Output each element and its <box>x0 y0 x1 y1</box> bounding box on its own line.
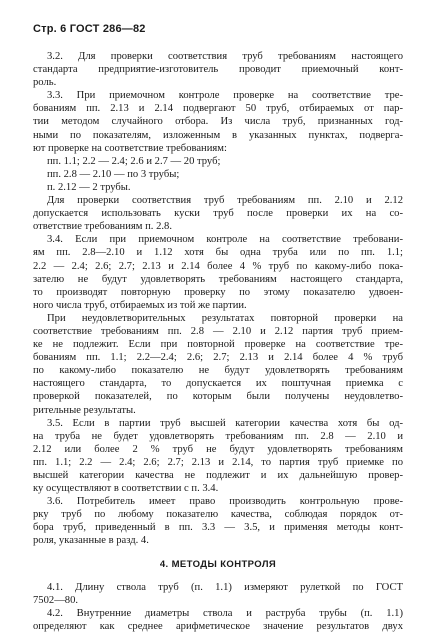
text-line: ными по показателям, изложенным в указанных пунктах, подверга- <box>33 129 403 141</box>
text-line: по какому-либо показателю не будут удовлетворять требованиям <box>33 365 403 377</box>
text-line: зателю не будут удовлетворять требованиям настоящего стандарта, <box>33 273 403 285</box>
document-body <box>33 50 403 633</box>
text-line: пп. 1.1; 2.2 — 2.4; 2.6; 2.7; 2.13 и 2.14, то партия труб приемке по <box>33 456 403 468</box>
spacer <box>33 548 403 558</box>
spacer <box>33 571 403 581</box>
text-line: роля, указанные в разд. 4. <box>33 535 149 547</box>
text-line: определяют как среднее арифметическое значение результатов двух <box>33 620 403 632</box>
text-line: 3.6. Потребитель имеет право производить контрольную прове- <box>47 496 403 508</box>
text-line: 4.1. Длину ствола труб (п. 1.1) измеряют рулеткой по ГОСТ <box>47 581 403 593</box>
text-line: 7502—80. <box>33 594 79 606</box>
text-line: на труба не будет удовлетворять требованиям пп. 2.8 — 2.10 и <box>33 430 403 442</box>
section-3-text <box>33 50 403 548</box>
text-line: бованиям пп. 1.1; 2.2—2.4; 2.6; 2.7; 2.13 и 2.14 более 4 % труб <box>33 352 403 364</box>
text-line: 2.12 или более 2 % труб не будут удовлетворять требованиям <box>33 443 403 455</box>
text-line: настоящего стандарта, то допускается их поштучная приемка с <box>33 378 403 390</box>
text-line: рительные результаты. <box>33 404 136 416</box>
text-line: соответствие требованиям пп. 2.8 — 2.10 и 2.12 партия труб прием- <box>33 325 403 337</box>
section-title: 4. МЕТОДЫ КОНТРОЛЯ <box>159 558 277 570</box>
text-line: 3.2. Для проверки соответствия труб требованиям настоящего <box>47 51 403 62</box>
text-line: допускается использовать куски труб после проверки их на со- <box>33 208 403 220</box>
text-line: тии методом случайного отбора. Из числа труб, признанных год- <box>33 116 403 128</box>
page-header: Стр. 6 ГОСТ 286—82 <box>33 23 146 35</box>
text-line: ку осуществляют в соответствии с п. 3.4. <box>33 483 219 495</box>
text-line: п. 2.12 — 2 трубы. <box>47 181 131 193</box>
text-line: ям пп. 2.8—2.10 и 1.12 хотя бы одна труба или по пп. 1.1; <box>33 247 403 259</box>
text-line: При неудовлетворительных результатах повторной проверки на <box>47 312 403 324</box>
text-line: бованиям пп. 2.13 и 2.14 подвергают 50 труб, отбираемых от пар- <box>33 103 403 115</box>
text-line: 2.2 — 2.4; 2.6; 2.7; 2.13 и 2.14 более 4 % труб по какому-либо пока- <box>33 260 403 272</box>
text-line: стандарта предприятие-изготовитель проводит приемочный конт- <box>33 64 403 76</box>
text-line: ного числа труб, отбираемых из той же партии. <box>33 299 247 311</box>
text-line: 3.5. Если в партии труб высшей категории качества хотя бы од- <box>47 417 403 429</box>
text-line: ют проверке на соответствие требованиям: <box>33 142 227 154</box>
text-line: ответствие требованиям п. 2.8. <box>33 221 172 233</box>
text-line: то производят повторную проверку по этому показателю удвоен- <box>33 286 403 298</box>
text-line: пп. 2.8 — 2.10 — по 3 трубы; <box>47 168 180 180</box>
text-line: 3.3. При приемочном контроле проверке на соответствие тре- <box>47 90 403 102</box>
text-line: 3.4. Если при приемочном контроле на соответствие требовани- <box>47 234 403 246</box>
text-line: рку труб по любому показателю качества, соблюдая порядок от- <box>33 509 403 521</box>
text-line: Для проверки соответствия труб требованиям пп. 2.10 и 2.12 <box>47 195 403 207</box>
text-line: высшей категории качества не подлежит и их дальнейшую провер- <box>33 470 403 481</box>
text-line: 4.2. Внутренние диаметры ствола и раструба трубы (п. 1.1) <box>47 607 403 619</box>
text-line: бора труб, приведенный в пп. 3.3 — 3.5, и применяя методы конт- <box>33 522 403 534</box>
text-line: проверкой показателей, по которым были получены неудовлетво- <box>33 391 403 403</box>
section-4-text <box>33 581 403 633</box>
text-line: ке не подлежит. Если при повторной проверке на соответствие тре- <box>33 339 403 351</box>
text-line: роль. <box>33 77 57 89</box>
text-line: пп. 1.1; 2.2 — 2.4; 2.6 и 2.7 — 20 труб; <box>47 155 221 167</box>
